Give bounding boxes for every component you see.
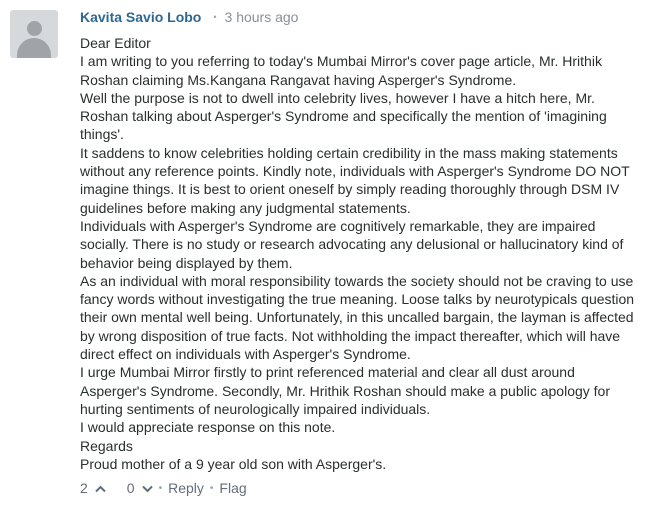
avatar-body-shape bbox=[17, 38, 51, 58]
comment-paragraph: I am writing to you referring to today's Mumbai Mirror's cover page article, Mr. Hrithik Roshan claiming Ms.Kangana Rangavat having Asperger's Syndrome. bbox=[80, 53, 602, 88]
upvote-button[interactable] bbox=[80, 480, 106, 496]
header-separator: • bbox=[213, 12, 217, 22]
avatar[interactable] bbox=[10, 10, 58, 58]
avatar-head-shape bbox=[27, 21, 42, 36]
chevron-down-icon bbox=[142, 480, 153, 496]
timestamp[interactable]: 3 hours ago bbox=[224, 9, 299, 25]
downvote-count: 0 bbox=[126, 480, 135, 496]
flag-link[interactable]: Flag bbox=[219, 480, 247, 496]
comment-paragraph: Well the purpose is not to dwell into celebrity lives, however I have a hitch here, Mr. Roshan talking about Asperger's Syndrome and specifically the mention of 'imagining things'. bbox=[80, 89, 607, 143]
comment-paragraph: Individuals with Asperger's Syndrome are cognitively remarkable, they are impaired socially. There is no study or research advocating any delusional or hallucinatory kind of behavior being displayed by them. bbox=[80, 217, 624, 271]
comment-paragraph: It saddens to know celebrities holding certain credibility in the mass making statements without any reference points. Kindly note, individuals with Asperger's Syndrome DO NOT imagine things. It is best to orient oneself by simply reading thoroughly through DSM IV guidelines before making any judgmental statements. bbox=[80, 144, 630, 216]
footer-separator: • bbox=[158, 482, 163, 494]
comment-paragraph: Regards bbox=[80, 437, 133, 454]
comment-paragraph: I would appreciate response on this note. bbox=[80, 419, 336, 436]
comment-body bbox=[80, 34, 640, 473]
comment-paragraph: Dear Editor bbox=[80, 35, 151, 51]
downvote-button[interactable] bbox=[127, 480, 153, 496]
comment-paragraph: As an individual with moral responsibility towards the society should not be craving to use fancy words without investigating the true meaning. Loose talks by neurotypicals question their own mental well being. Unfortunately, in this uncalled bargain, the layman is affected by wrong disposition of true facts. Not withholding the impact thereafter, which will have direct effect on individuals with Asperger's Syndrome. bbox=[80, 272, 635, 363]
comment-paragraph: Proud mother of a 9 year old son with Asperger's. bbox=[80, 455, 387, 472]
comment-paragraph: I urge Mumbai Mirror firstly to print referenced material and clear all dust around Asperger's Syndrome. Secondly, Mr. Hrithik Roshan should make a public apology for hurting sentiments of neurologically impaired individuals. bbox=[80, 364, 611, 417]
footer-separator: • bbox=[209, 482, 214, 494]
comment-header bbox=[80, 8, 298, 26]
author-name[interactable]: Kavita Savio Lobo bbox=[80, 9, 202, 25]
comment-footer bbox=[80, 479, 247, 497]
upvote-count: 2 bbox=[80, 480, 88, 496]
reply-link[interactable]: Reply bbox=[168, 480, 204, 496]
chevron-up-icon bbox=[95, 480, 106, 496]
